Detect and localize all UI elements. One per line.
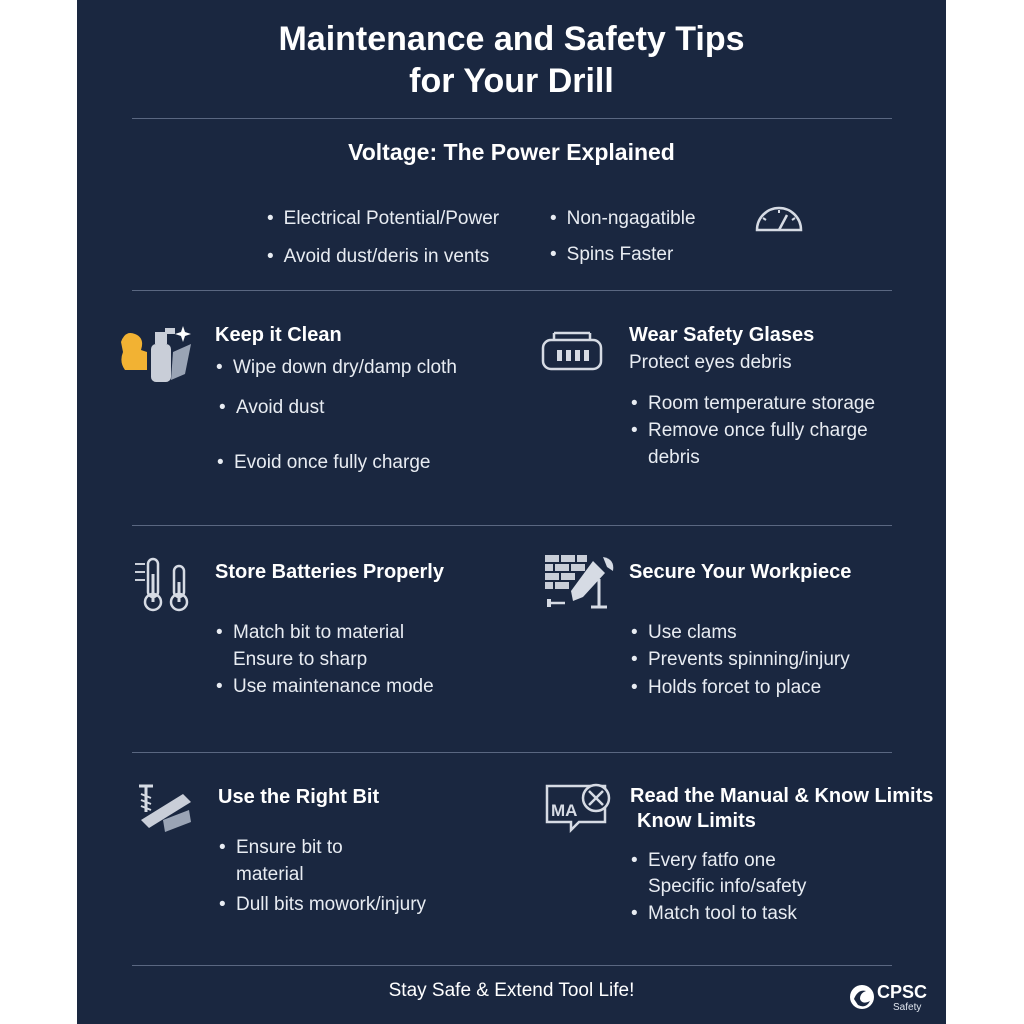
clamp-bricks-icon xyxy=(543,553,617,611)
keep-clean-title: Keep it Clean xyxy=(215,324,342,346)
divider xyxy=(132,118,892,119)
secure-workpiece-bullet: • Use clams xyxy=(648,622,737,644)
infographic-panel xyxy=(77,0,946,1024)
logo-mark-icon xyxy=(848,983,876,1011)
manual-icon xyxy=(543,782,615,834)
cpsc-logo xyxy=(848,980,938,1018)
keep-clean-bullet: • Wipe down dry/damp cloth xyxy=(233,357,457,379)
safety-glasses-bullet: • Room temperature storage xyxy=(648,393,875,415)
voltage-item: • Electrical Potential/Power xyxy=(267,208,499,230)
manual-bullet: Specific info/safety xyxy=(648,876,807,897)
cleaning-spray-icon xyxy=(119,322,199,384)
gauge-icon xyxy=(754,198,804,234)
voltage-item: • Spins Faster xyxy=(550,244,673,266)
secure-workpiece-bullet: • Prevents spinning/injury xyxy=(648,649,850,671)
page-title-line-1: Maintenance and Safety Tips xyxy=(278,20,745,58)
manual-bullet: • Match tool to task xyxy=(648,903,797,925)
store-batteries-bullet: • Match bit to material xyxy=(233,622,404,644)
logo-text: CPSC xyxy=(877,982,928,1002)
right-bit-bullet: material xyxy=(236,864,304,885)
logo-subtext: Safety xyxy=(893,1002,922,1013)
divider xyxy=(132,290,892,291)
right-bit-bullet: • Ensure bit to xyxy=(236,837,343,859)
secure-workpiece-bullet: • Holds forcet to place xyxy=(648,677,821,699)
voltage-section-title: Voltage: The Power Explained xyxy=(348,139,675,165)
store-batteries-title: Store Batteries Properly xyxy=(215,561,444,583)
store-batteries-bullet: Ensure to sharp xyxy=(233,649,368,670)
voltage-item: • Avoid dust/deris in vents xyxy=(267,246,489,268)
manual-title-line-2: Know Limits xyxy=(637,810,756,832)
divider xyxy=(132,752,892,753)
keep-clean-bullet: • Evoid once fully charge xyxy=(234,452,430,474)
keep-clean-bullet: • Avoid dust xyxy=(236,397,324,419)
safety-glasses-title: Wear Safety Glases xyxy=(629,324,815,346)
divider xyxy=(132,965,892,966)
safety-glasses-bullet: • Remove once fully charge xyxy=(648,420,868,442)
drill-bit-icon xyxy=(135,780,195,838)
right-bit-title: Use the Right Bit xyxy=(218,786,380,808)
page-title-line-2: for Your Drill xyxy=(409,62,614,100)
voltage-item: • Non-ngagatible xyxy=(550,208,696,230)
battery-charger-icon xyxy=(540,330,604,372)
right-bit-bullet: • Dull bits mowork/injury xyxy=(236,894,426,916)
manual-icon-text: MA xyxy=(551,801,578,820)
secure-workpiece-title: Secure Your Workpiece xyxy=(629,561,852,583)
thermometer-icon xyxy=(133,556,195,614)
safety-glasses-bullet: debris xyxy=(648,447,700,468)
store-batteries-bullet: • Use maintenance mode xyxy=(233,676,434,698)
footer-tagline: Stay Safe & Extend Tool Life! xyxy=(388,980,635,1001)
manual-title-line-1: Read the Manual & Know Limits xyxy=(630,785,934,807)
manual-bullet: • Every fatfo one xyxy=(648,850,776,872)
divider xyxy=(132,525,892,526)
safety-glasses-subtitle: Protect eyes debris xyxy=(629,352,792,373)
